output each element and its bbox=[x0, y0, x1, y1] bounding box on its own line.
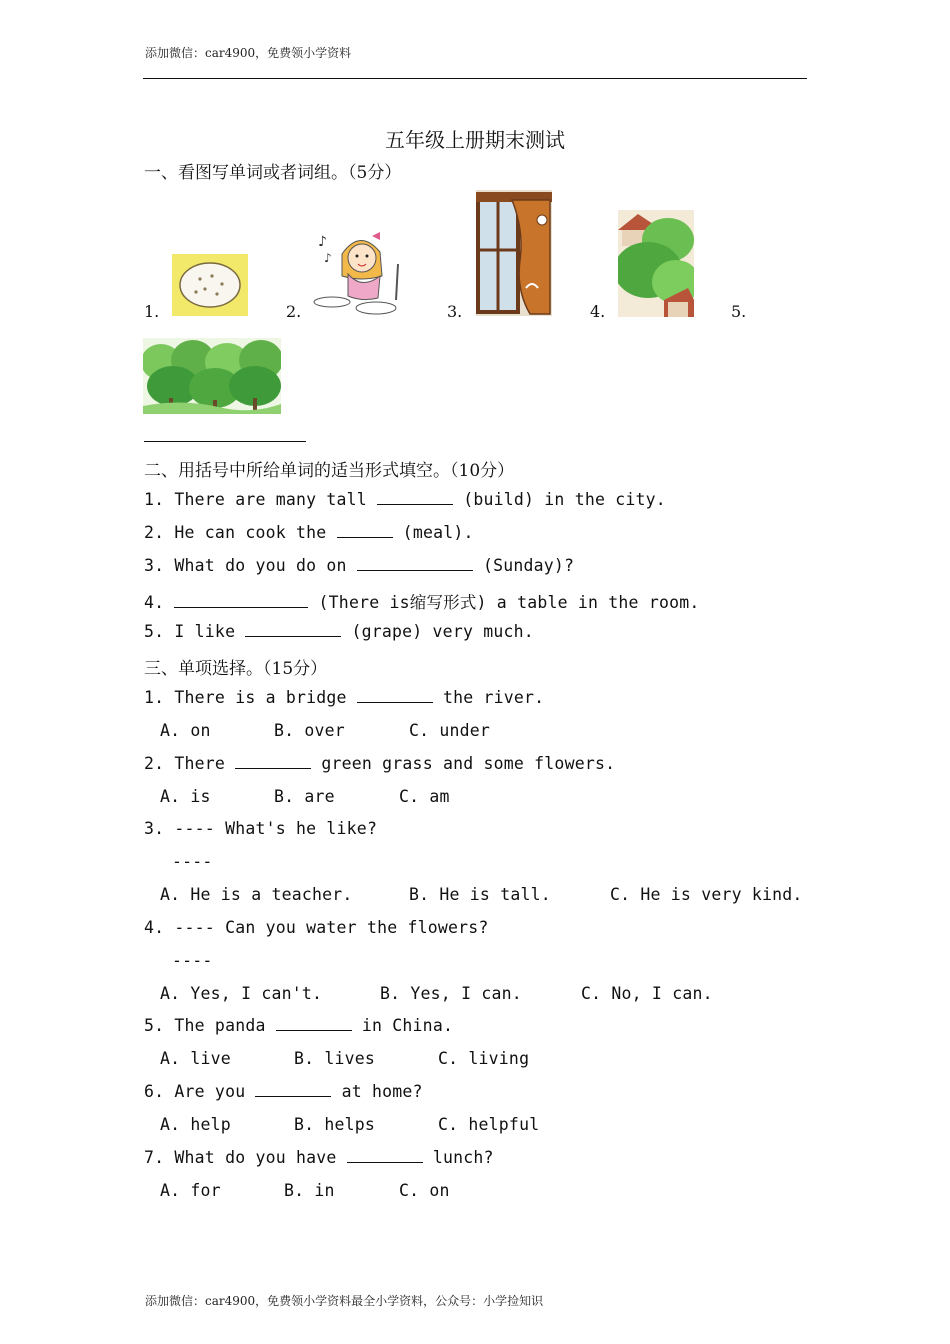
fill-blank[interactable] bbox=[174, 593, 308, 608]
answer-line[interactable] bbox=[144, 441, 306, 442]
fill-item-hint: (There is缩写形式) a table in the room. bbox=[308, 593, 700, 612]
picture-number-5: 5. bbox=[731, 302, 747, 321]
option-a[interactable]: A. He is a teacher. bbox=[160, 885, 353, 904]
question-text: 5. The panda bbox=[144, 1016, 276, 1035]
fill-item-hint: (grape) very much. bbox=[341, 622, 534, 641]
choice-blank[interactable] bbox=[347, 1148, 423, 1163]
answer-dash: ---- bbox=[172, 852, 213, 871]
fill-item-text: 3. What do you do on bbox=[144, 556, 357, 575]
question-text-end: the river. bbox=[432, 688, 545, 707]
option-c[interactable]: C. helpful bbox=[438, 1115, 540, 1134]
page-footer: 添加微信：car4900，免费领小学资料最全小学资料，公众号：小学捡知识 bbox=[145, 1294, 544, 1308]
option-a[interactable]: A. on bbox=[160, 721, 211, 740]
answer-dash: ---- bbox=[172, 951, 213, 970]
choice-blank[interactable] bbox=[235, 754, 311, 769]
fill-item-1 bbox=[144, 490, 666, 509]
fill-item-4 bbox=[144, 589, 700, 613]
bread-image bbox=[172, 254, 248, 316]
option-b[interactable]: B. over bbox=[274, 721, 345, 740]
question-2 bbox=[144, 754, 615, 773]
option-c[interactable]: C. living bbox=[438, 1049, 530, 1068]
question-1 bbox=[144, 688, 544, 707]
fill-blank[interactable] bbox=[357, 556, 473, 571]
question-5 bbox=[144, 1016, 453, 1035]
section3-heading: 三、单项选择。（15分） bbox=[144, 659, 328, 679]
option-c[interactable]: C. under bbox=[409, 721, 491, 740]
option-a[interactable]: A. Yes, I can't. bbox=[160, 984, 323, 1003]
question-text: 1. There is a bridge bbox=[144, 688, 357, 707]
option-b[interactable]: B. lives bbox=[294, 1049, 376, 1068]
option-a[interactable]: A. live bbox=[160, 1049, 231, 1068]
question-4: 4. ---- Can you water the flowers? bbox=[144, 918, 489, 937]
fill-blank[interactable] bbox=[377, 490, 453, 505]
question-6 bbox=[144, 1082, 423, 1101]
choice-blank[interactable] bbox=[276, 1016, 352, 1031]
picture-number-2: 2. bbox=[286, 302, 302, 321]
fill-item-text: 2. He can cook the bbox=[144, 523, 337, 542]
option-c[interactable]: C. am bbox=[399, 787, 450, 806]
option-c[interactable]: C. on bbox=[399, 1181, 450, 1200]
question-text-end: in China. bbox=[351, 1016, 454, 1035]
option-b[interactable]: B. Yes, I can. bbox=[380, 984, 522, 1003]
choice-blank[interactable] bbox=[255, 1082, 331, 1097]
picture-number-1: 1. bbox=[144, 302, 160, 321]
question-3: 3. ---- What's he like? bbox=[144, 819, 378, 838]
choice-blank[interactable] bbox=[357, 688, 433, 703]
option-a[interactable]: A. is bbox=[160, 787, 211, 806]
window-curtain-image bbox=[476, 190, 552, 316]
header-divider bbox=[143, 78, 807, 79]
question-text-end: at home? bbox=[331, 1082, 423, 1101]
picture-number-4: 4. bbox=[590, 302, 606, 321]
fill-item-2 bbox=[144, 523, 474, 542]
fill-item-5 bbox=[144, 622, 534, 641]
fill-item-text: 4. bbox=[144, 593, 175, 612]
fill-blank[interactable] bbox=[337, 523, 393, 538]
option-b[interactable]: B. helps bbox=[294, 1115, 376, 1134]
option-c[interactable]: C. No, I can. bbox=[581, 984, 713, 1003]
svg-text:♪: ♪ bbox=[324, 251, 332, 265]
option-a[interactable]: A. for bbox=[160, 1181, 221, 1200]
girl-eating-image bbox=[312, 224, 410, 318]
picture-number-3: 3. bbox=[447, 302, 463, 321]
fill-blank[interactable] bbox=[245, 622, 341, 637]
forest-image bbox=[143, 338, 281, 414]
fill-item-text: 1. There are many tall bbox=[144, 490, 378, 509]
page-header: 添加微信：car4900，免费领小学资料 bbox=[145, 46, 352, 60]
house-trees-image bbox=[618, 210, 694, 317]
question-text-end: lunch? bbox=[422, 1148, 494, 1167]
fill-item-hint: (Sunday)? bbox=[472, 556, 575, 575]
question-7 bbox=[144, 1148, 494, 1167]
question-text: 2. There bbox=[144, 754, 236, 773]
question-text: 7. What do you have bbox=[144, 1148, 347, 1167]
page-title: 五年级上册期末测试 bbox=[385, 128, 565, 152]
svg-text:♪: ♪ bbox=[318, 234, 327, 250]
fill-item-text: 5. I like bbox=[144, 622, 246, 641]
question-text-end: green grass and some flowers. bbox=[311, 754, 616, 773]
fill-item-3 bbox=[144, 556, 574, 575]
section1-heading: 一、看图写单词或者词组。（5分） bbox=[144, 163, 402, 183]
option-b[interactable]: B. are bbox=[274, 787, 335, 806]
option-a[interactable]: A. help bbox=[160, 1115, 231, 1134]
question-text: 6. Are you bbox=[144, 1082, 256, 1101]
option-c[interactable]: C. He is very kind. bbox=[610, 885, 803, 904]
fill-item-hint: (meal). bbox=[392, 523, 474, 542]
section2-heading: 二、用括号中所给单词的适当形式填空。（10分） bbox=[144, 461, 515, 481]
fill-item-hint: (build) in the city. bbox=[453, 490, 666, 509]
option-b[interactable]: B. He is tall. bbox=[409, 885, 551, 904]
option-b[interactable]: B. in bbox=[284, 1181, 335, 1200]
